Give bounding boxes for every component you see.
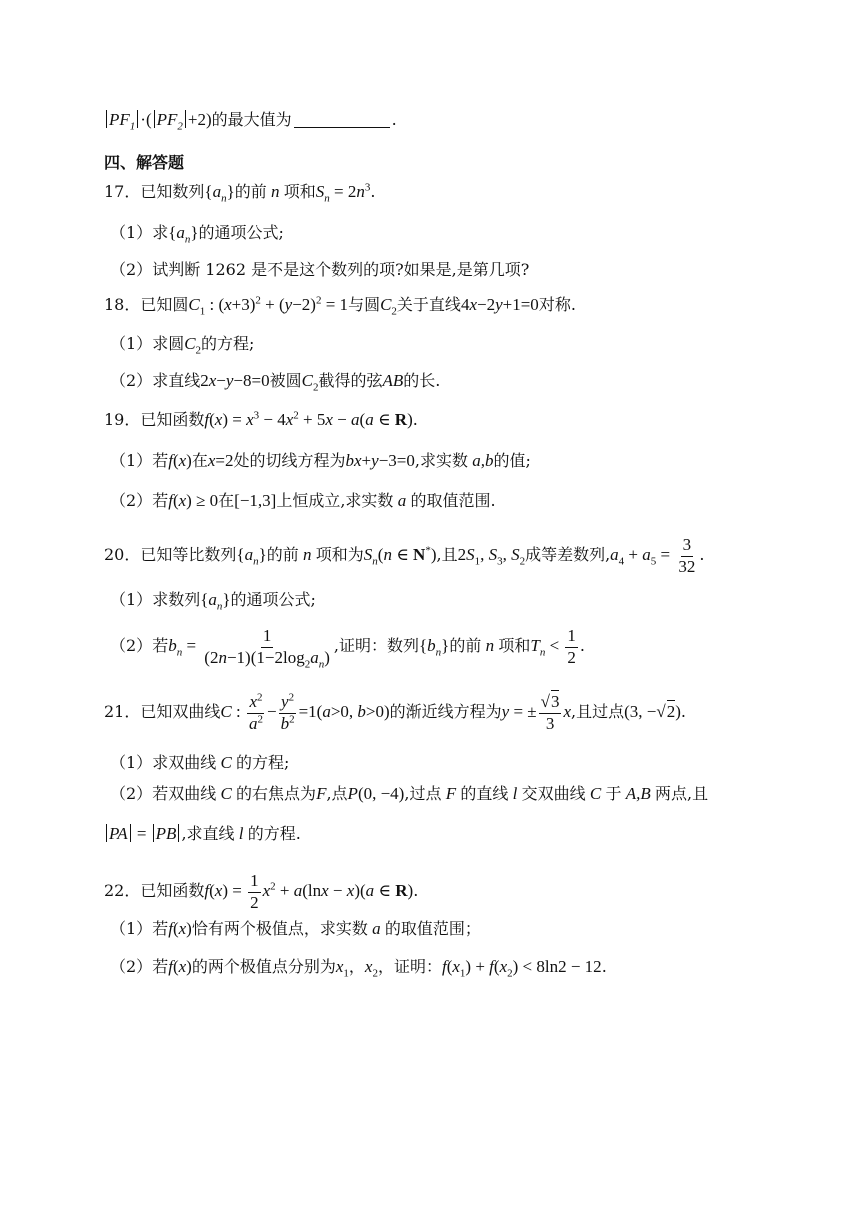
question-20-part-2: （2）若$b_n$ = $\frac{1}{(2n-1)(1-2\log_2a_n)}$ ,证明：数列$\{b_n\}$的前 n 项和$T_n$ < $\frac{1}{2}$ .	[110, 626, 585, 671]
question-18-part-1: （1）求圆$C_2$的方程;	[110, 334, 255, 357]
text: 的最大值为	[211, 110, 292, 129]
question-22-part-2: （2）若f(x)的两个极值点分别为$x_1$，$x_2$，证明：$f(x_1) + f(x_2) < 8\ln 2 - 12$.	[110, 957, 607, 980]
question-19-part-1: （1）若f(x)在x=2处的切线方程为bx+y−3=0,求实数 a,b的值;	[110, 451, 531, 470]
question-20-part-1: （1）求数列$\{a_n\}$的通项公式;	[110, 590, 316, 613]
question-20-stem: 20．已知等比数列$\{a_n\}$的前 n 项和为$S_n(n$ ∈ N*),且$2S_1$, $S_3$, $S_2$成等差数列$,a_4 + a_5$ = $\frac{3}{32}$ .	[104, 535, 705, 576]
question-22-part-1: （1）若f(x)恰有两个极值点，求实数 a 的取值范围；	[110, 919, 481, 938]
question-18-stem: 18．已知圆$C_1$ : $(x+3)^2 + (y-2)^2 = 1$与圆$C_2$关于直线4x−2y+1=0对称.	[104, 294, 576, 318]
question-21-stem: 21．已知双曲线C : $\frac{x^2}{a^2}$ − $\frac{y^2}{b^2}$ =1(a>0, b>0)的渐近线方程为y = ± $\frac{√3}{3}$ x,且过点(3, −√2).	[104, 691, 686, 733]
question-19-part-2: （2）若f(x) ≥ 0在[−1,3]上恒成立,求实数 a 的取值范围.	[110, 491, 496, 510]
question-17-part-2: （2）试判断 1262 是不是这个数列的项?如果是,是第几项?	[110, 260, 530, 279]
question-21-part-2: （2）若双曲线 C 的右焦点为F,点P(0, −4),过点 F 的直线 l 交双曲线 C 于 A,B 两点,且	[110, 784, 709, 803]
formula: $PF_1$ ·( $PF_2 +2$)	[104, 110, 212, 129]
question-22-stem: 22．已知函数f(x) = $\frac{1}{2}$ $x^2 + a(\ln x - x)(a$ ∈ R).	[104, 871, 419, 912]
question-17-stem: 17．已知数列$\{a_n\}$的前 n 项和$S_n = 2n^3$.	[104, 181, 376, 205]
question-19-stem: 19．已知函数$f(x) = x^3 - 4x^2 + 5x - a(a$ ∈ R).	[104, 409, 418, 429]
question-17-part-1: （1）求$\{a_n\}$的通项公式;	[110, 223, 284, 246]
question-18-part-2: （2）求直线2x−y−8=0被圆$C_2$截得的弦AB的长.	[110, 371, 441, 394]
section-title: 四、解答题	[104, 153, 185, 172]
question-21-part-1: （1）求双曲线 C 的方程;	[110, 753, 290, 772]
prev-question-tail: $PF_1$ ·( $PF_2 +2$)的最大值为 .	[104, 110, 770, 128]
answer-blank	[294, 127, 390, 128]
question-21-part-2-cont: PA = PB ,求直线 l 的方程.	[104, 824, 770, 842]
